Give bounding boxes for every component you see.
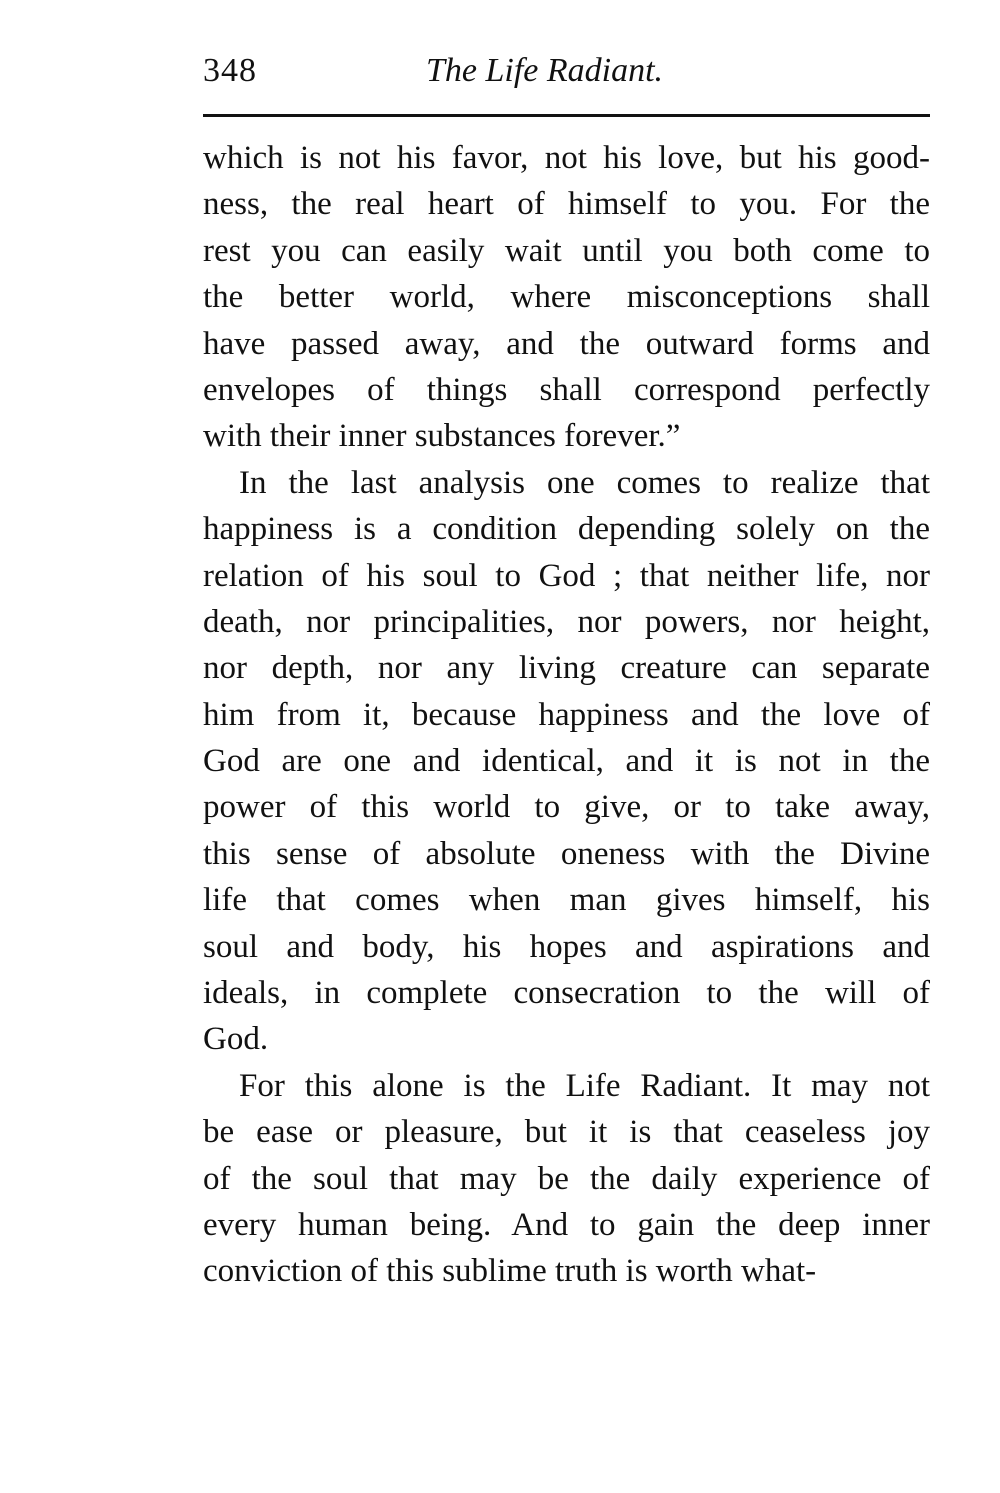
text-line: life that comes when man gives himself, his xyxy=(203,882,930,919)
text-line: every human being. And to gain the deep inner xyxy=(203,1206,930,1243)
text-line: In the last analysis one comes to realize that xyxy=(239,464,930,501)
text-line: have passed away, and the outward forms and xyxy=(203,325,930,362)
text-line: him from it, because happiness and the love of xyxy=(203,696,930,733)
text-line: envelopes of things shall correspond perfectly xyxy=(203,371,930,408)
paragraph xyxy=(203,1063,930,1295)
running-title: The Life Radiant. xyxy=(426,52,664,89)
header-rule xyxy=(203,114,930,117)
text-line: be ease or pleasure, but it is that ceaseless joy xyxy=(203,1114,930,1151)
text-line: soul and body, his hopes and aspirations and xyxy=(203,928,930,965)
text-line: conviction of this sublime truth is worth what- xyxy=(203,1253,817,1290)
text-line: death, nor principalities, nor powers, nor height, xyxy=(203,603,930,640)
text-line: nor depth, nor any living creature can separate xyxy=(203,650,930,687)
running-head xyxy=(203,52,930,96)
text-line: power of this world to give, or to take away, xyxy=(203,789,930,826)
text-line: which is not his favor, not his love, but his good- xyxy=(203,140,930,176)
text-line: For this alone is the Life Radiant. It may not xyxy=(239,1067,930,1104)
paragraph xyxy=(203,135,930,460)
text-line: God. xyxy=(203,1021,269,1058)
text-line: relation of his soul to God ; that neither life, nor xyxy=(203,557,930,594)
text-line: this sense of absolute oneness with the Divine xyxy=(203,835,930,872)
text-line: God are one and identical, and it is not in the xyxy=(203,743,930,780)
text-line: the better world, where misconceptions shall xyxy=(203,279,930,316)
text-line: ness, the real heart of himself to you. For the xyxy=(203,186,930,223)
body-text xyxy=(203,135,930,1295)
text-line: rest you can easily wait until you both come to xyxy=(203,232,930,269)
page-number: 348 xyxy=(203,52,257,89)
text-line: ideals, in complete consecration to the will of xyxy=(203,975,930,1012)
text-line: happiness is a condition depending solely on the xyxy=(203,511,930,548)
text-line: of the soul that may be the daily experience of xyxy=(203,1160,930,1197)
paragraph xyxy=(203,460,930,1063)
text-line: with their inner substances forever.” xyxy=(203,418,681,455)
